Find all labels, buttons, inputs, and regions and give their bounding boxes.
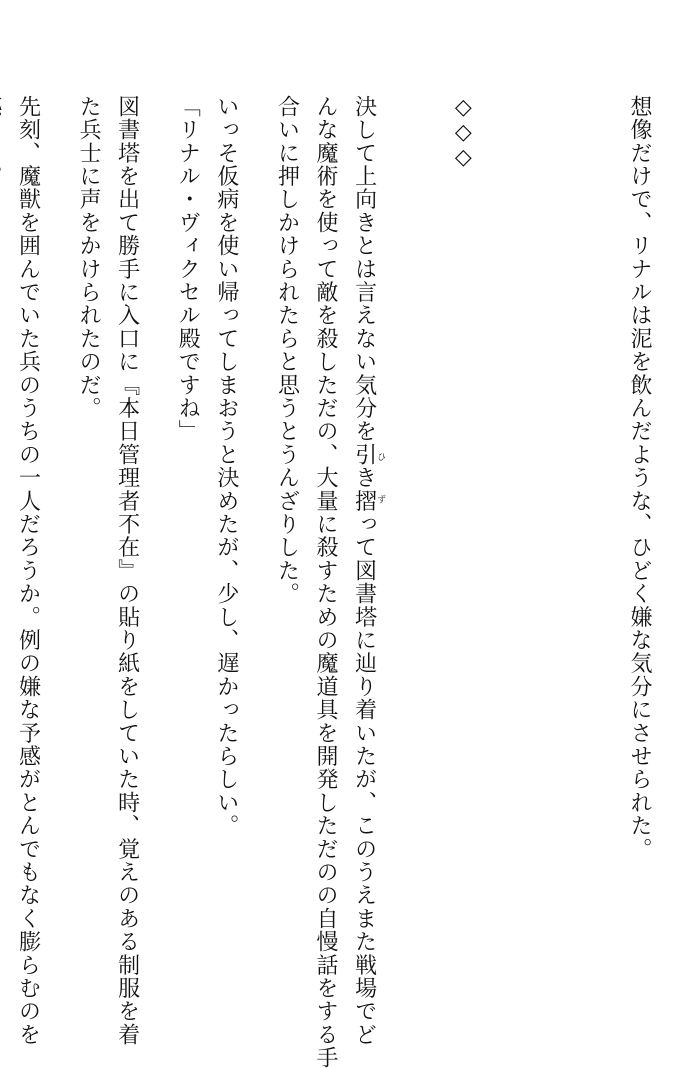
- blank-line: [581, 95, 620, 955]
- text-line-3-part-b: って図書塔に辿り着いたが、このうえまた戦場でど: [351, 512, 377, 1047]
- scene-break-separator: ◇◇◇: [450, 95, 476, 170]
- text-line-4: んな魔術を使って敵を殺しただの、大量に殺すための魔道具を開発しただのの自慢話をする手: [313, 95, 339, 1069]
- ruby-hikizu: [351, 443, 386, 513]
- text-line-6: いっそ仮病を使い帰ってしまおうと決めたが、少し、遅かったらしい。: [213, 95, 239, 838]
- ruby-reading: ひず: [375, 443, 386, 513]
- text-line-3-part-a: 決して上向きとは言えない気分を: [351, 95, 377, 443]
- text-line-10: 先刻、魔獣を囲んでいた兵のうちの一人だろうか。例の嫌な予感がとんでもなく膨らむのを: [15, 95, 41, 1047]
- text-line-5: 合いに押しかけられたらと思うとうんざりした。: [274, 95, 300, 606]
- vertical-text-block: [0, 95, 680, 1069]
- text-line-3: [344, 95, 405, 1047]
- blank-line: [405, 95, 444, 955]
- text-line-9: た兵士に声をかけられたのだ。: [76, 95, 102, 420]
- text-line-11: [0, 95, 8, 955]
- text-line-7: 「リナル・ヴィクセル殿ですね」: [175, 95, 201, 443]
- text-line-1: 想像だけで、リナルは泥を飲んだような、ひどく嫌な気分にさせられた。: [627, 95, 652, 861]
- text-line-8: 図書塔を出て勝手に入口に『本日管理者不在』の貼り紙をしていた時、覚えのある制服を着: [114, 95, 140, 1047]
- ruby-base: 引き摺: [351, 443, 377, 513]
